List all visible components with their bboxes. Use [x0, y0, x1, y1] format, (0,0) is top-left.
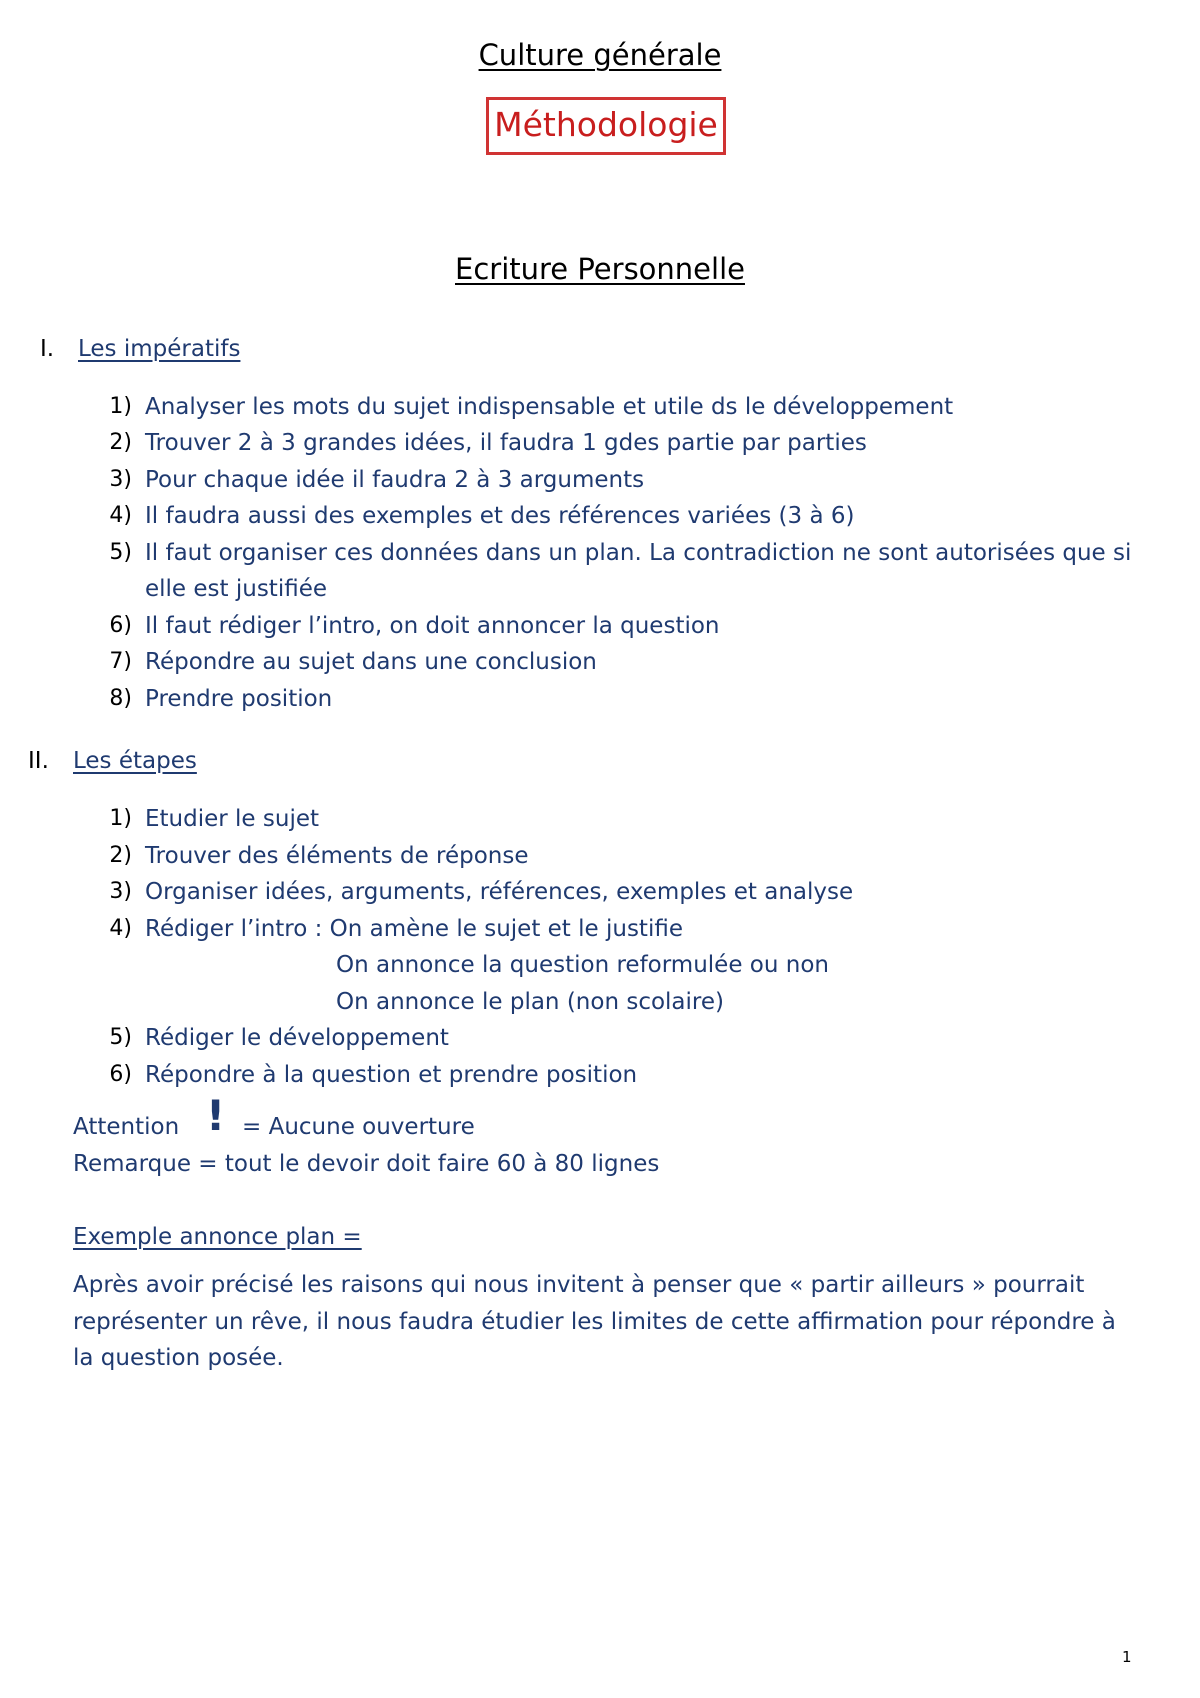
- s2-item-text: Etudier le sujet: [145, 806, 320, 832]
- section1-title: Les impératifs: [78, 336, 241, 362]
- s2-item-num: 6): [109, 1062, 132, 1087]
- example-line: représenter un rêve, il nous faudra étudier les limites de cette affirmation pour répondre à: [73, 1309, 1116, 1335]
- section2-title: Les étapes: [73, 748, 197, 774]
- s1-item-continuation: elle est justifiée: [145, 576, 328, 602]
- exclamation-icon: !: [206, 1091, 226, 1140]
- s1-item-text: Analyser les mots du sujet indispensable et utile ds le développement: [145, 394, 954, 420]
- s2-item-text: Trouver des éléments de réponse: [145, 843, 529, 869]
- attention-text: = Aucune ouverture: [242, 1114, 475, 1140]
- s2-item-subline: On annonce le plan (non scolaire): [336, 989, 724, 1015]
- s1-item-text: Prendre position: [145, 686, 333, 712]
- s1-item-text: Trouver 2 à 3 grandes idées, il faudra 1 gdes partie par parties: [145, 430, 867, 456]
- document-subtitle: Ecriture Personnelle: [455, 252, 745, 286]
- s2-item-num: 5): [109, 1025, 132, 1050]
- s2-item-text: Répondre à la question et prendre position: [145, 1062, 638, 1088]
- example-line: Après avoir précisé les raisons qui nous invitent à penser que « partir ailleurs » pourrait: [73, 1272, 1085, 1298]
- s2-item-subline: On annonce la question reformulée ou non: [336, 952, 829, 978]
- s1-item-num: 2): [109, 430, 132, 455]
- methodology-title: Méthodologie: [494, 105, 718, 144]
- s1-item-num: 7): [109, 649, 132, 674]
- section2-numeral: II.: [28, 748, 49, 774]
- s2-item-num: 2): [109, 843, 132, 868]
- s2-item-num: 1): [109, 806, 132, 831]
- s1-item-text: Répondre au sujet dans une conclusion: [145, 649, 597, 675]
- attention-label: Attention: [73, 1114, 180, 1140]
- s2-item-text: Rédiger le développement: [145, 1025, 449, 1051]
- s2-item-num: 3): [109, 879, 132, 904]
- methodology-box: [486, 97, 726, 155]
- remark-text: Remarque = tout le devoir doit faire 60 à 80 lignes: [73, 1151, 660, 1177]
- s1-item-num: 1): [109, 394, 132, 419]
- s1-item-text: Il faudra aussi des exemples et des références variées (3 à 6): [145, 503, 855, 529]
- s2-item-text: Rédiger l’intro : On amène le sujet et le justifie: [145, 916, 683, 942]
- s2-item-num: 4): [109, 916, 132, 941]
- section1-numeral: I.: [40, 336, 55, 362]
- s1-item-text: Il faut organiser ces données dans un plan. La contradiction ne sont autorisées que si: [145, 540, 1132, 566]
- s1-item-num: 6): [109, 613, 132, 638]
- example-line: la question posée.: [73, 1345, 284, 1371]
- page-number: 1: [1122, 1648, 1132, 1666]
- s1-item-text: Il faut rédiger l’intro, on doit annoncer la question: [145, 613, 720, 639]
- s2-item-text: Organiser idées, arguments, références, exemples et analyse: [145, 879, 854, 905]
- s1-item-num: 3): [109, 467, 132, 492]
- s1-item-text: Pour chaque idée il faudra 2 à 3 arguments: [145, 467, 645, 493]
- course-title: Culture générale: [478, 38, 722, 72]
- example-title: Exemple annonce plan =: [73, 1224, 362, 1250]
- s1-item-num: 8): [109, 686, 132, 711]
- s1-item-num: 4): [109, 503, 132, 528]
- s1-item-num: 5): [109, 540, 132, 565]
